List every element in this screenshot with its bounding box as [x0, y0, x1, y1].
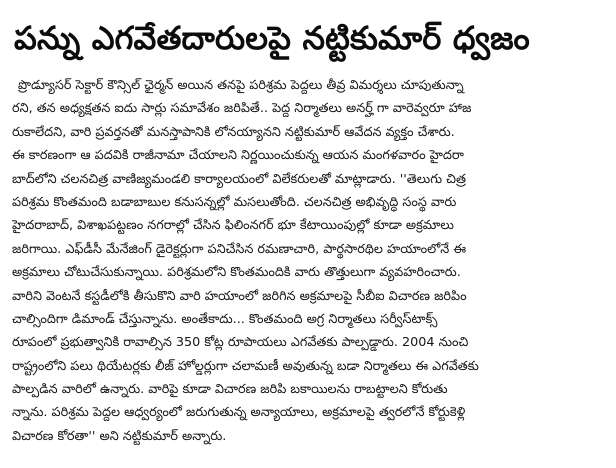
body-line: జరిగాయి. ఎఫ్‌డీసీ మేనేజింగ్ డైరెక్టర్లుగా పనిచేసిన రమణాచారి, పార్థసారథిల హయాంలోనే ఈ	[12, 241, 467, 257]
body-line: బాద్‌లోని చలనచిత్ర వాణిజ్యమండలి కార్యాలయంలో విలేకరులతో మాట్లాడారు. ''తెలుగు చిత్ర	[12, 171, 466, 187]
body-line: రుకాలేదని, వారి ప్రవర్తనతో మనస్తాపానికి లోనయ్యానని నట్టికుమార్ ఆవేదన వ్యక్తం చేశారు.	[12, 124, 455, 140]
body-line: ప్రొడ్యూసర్ సెక్టార్ కౌన్సిల్ ఛైర్మన్ అయిన తనపై పరిశ్రమ పెద్దలు తీవ్ర విమర్శలు చూపుతున్నా	[18, 78, 464, 93]
body-line: విచారణ కోరతా'' అని నట్టికుమార్ అన్నారు.	[12, 428, 227, 444]
article-headline: పన్ను ఎగవేతదారులపై నట్టికుమార్ ధ్వజం	[14, 19, 530, 57]
body-line: పాల్పడిన వారిలో ఉన్నారు. వారిపై కూడా విచారణ జరిపి బకాయిలను రాబట్టాలని కోరుతు	[12, 382, 448, 398]
body-line: రని, తన అధ్యక్షతన ఐదు సార్లు సమావేశం జరిపితే.. పెద్ద నిర్మాతలు అనర్హ్ గా వారెవ్వరూ హాజ	[12, 101, 472, 117]
body-line: రాష్ట్రంలోని పలు థియేటర్లకు లీజ్ హోల్డర్లుగా చలామణీ అవుతున్న బడా నిర్మాతలు ఈ ఎగవేతకు	[12, 358, 479, 374]
body-line: హైదరాబాద్, విశాఖపట్టణం నగరాల్లో చేసిన ఫిలింనగర్ భూ కేటాయింపుల్లో కూడా అక్రమాలు	[12, 218, 454, 234]
body-line: న్నాను. పరిశ్రమ పెద్దల ఆధ్వర్యంలో జరుగుతున్న అన్యాయాలు, అక్రమాలపై త్వరలోనే కోర్టుకెళ్లి	[12, 405, 466, 421]
body-line: చాల్సిందిగా డిమాండ్ చేస్తున్నాను. అంతేకాదు... కొంతమంది అగ్ర నిర్మాతలు సర్వీస్‌టాక్స్	[12, 311, 438, 327]
body-line: అక్రమాలు చోటుచేసుకున్నాయి. పరిశ్రమలోని కొంతమందికి వారు తొత్తులుగా వ్యవహరించారు.	[12, 265, 461, 281]
body-line: వారిని వెంటనే కస్టడీలోకి తీసుకొని వారి హయాంలో జరిగిన అక్రమాలపై సీబీఐ విచారణ జరిపిం	[12, 288, 467, 304]
article-body	[12, 74, 610, 454]
body-line: ఈ కారణంగా ఆ పదవికి రాజీనామా చేయాలని నిర్ణయించుకున్న ఆయన మంగళవారం హైదరా	[12, 148, 464, 164]
body-line: రూపంలో ప్రభుత్వానికి రావాల్సిన 350 కోట్ల రూపాయలు ఎగవేతకు పాల్పడ్డారు. 2004 నుంచి	[12, 335, 469, 351]
body-line: పరిశ్రమ కొంతమంది బడాబాబుల కనుసన్నల్లో మసలుతోంది. చలనచిత్ర అభివృద్ధి సంస్థ వారు	[12, 194, 457, 210]
